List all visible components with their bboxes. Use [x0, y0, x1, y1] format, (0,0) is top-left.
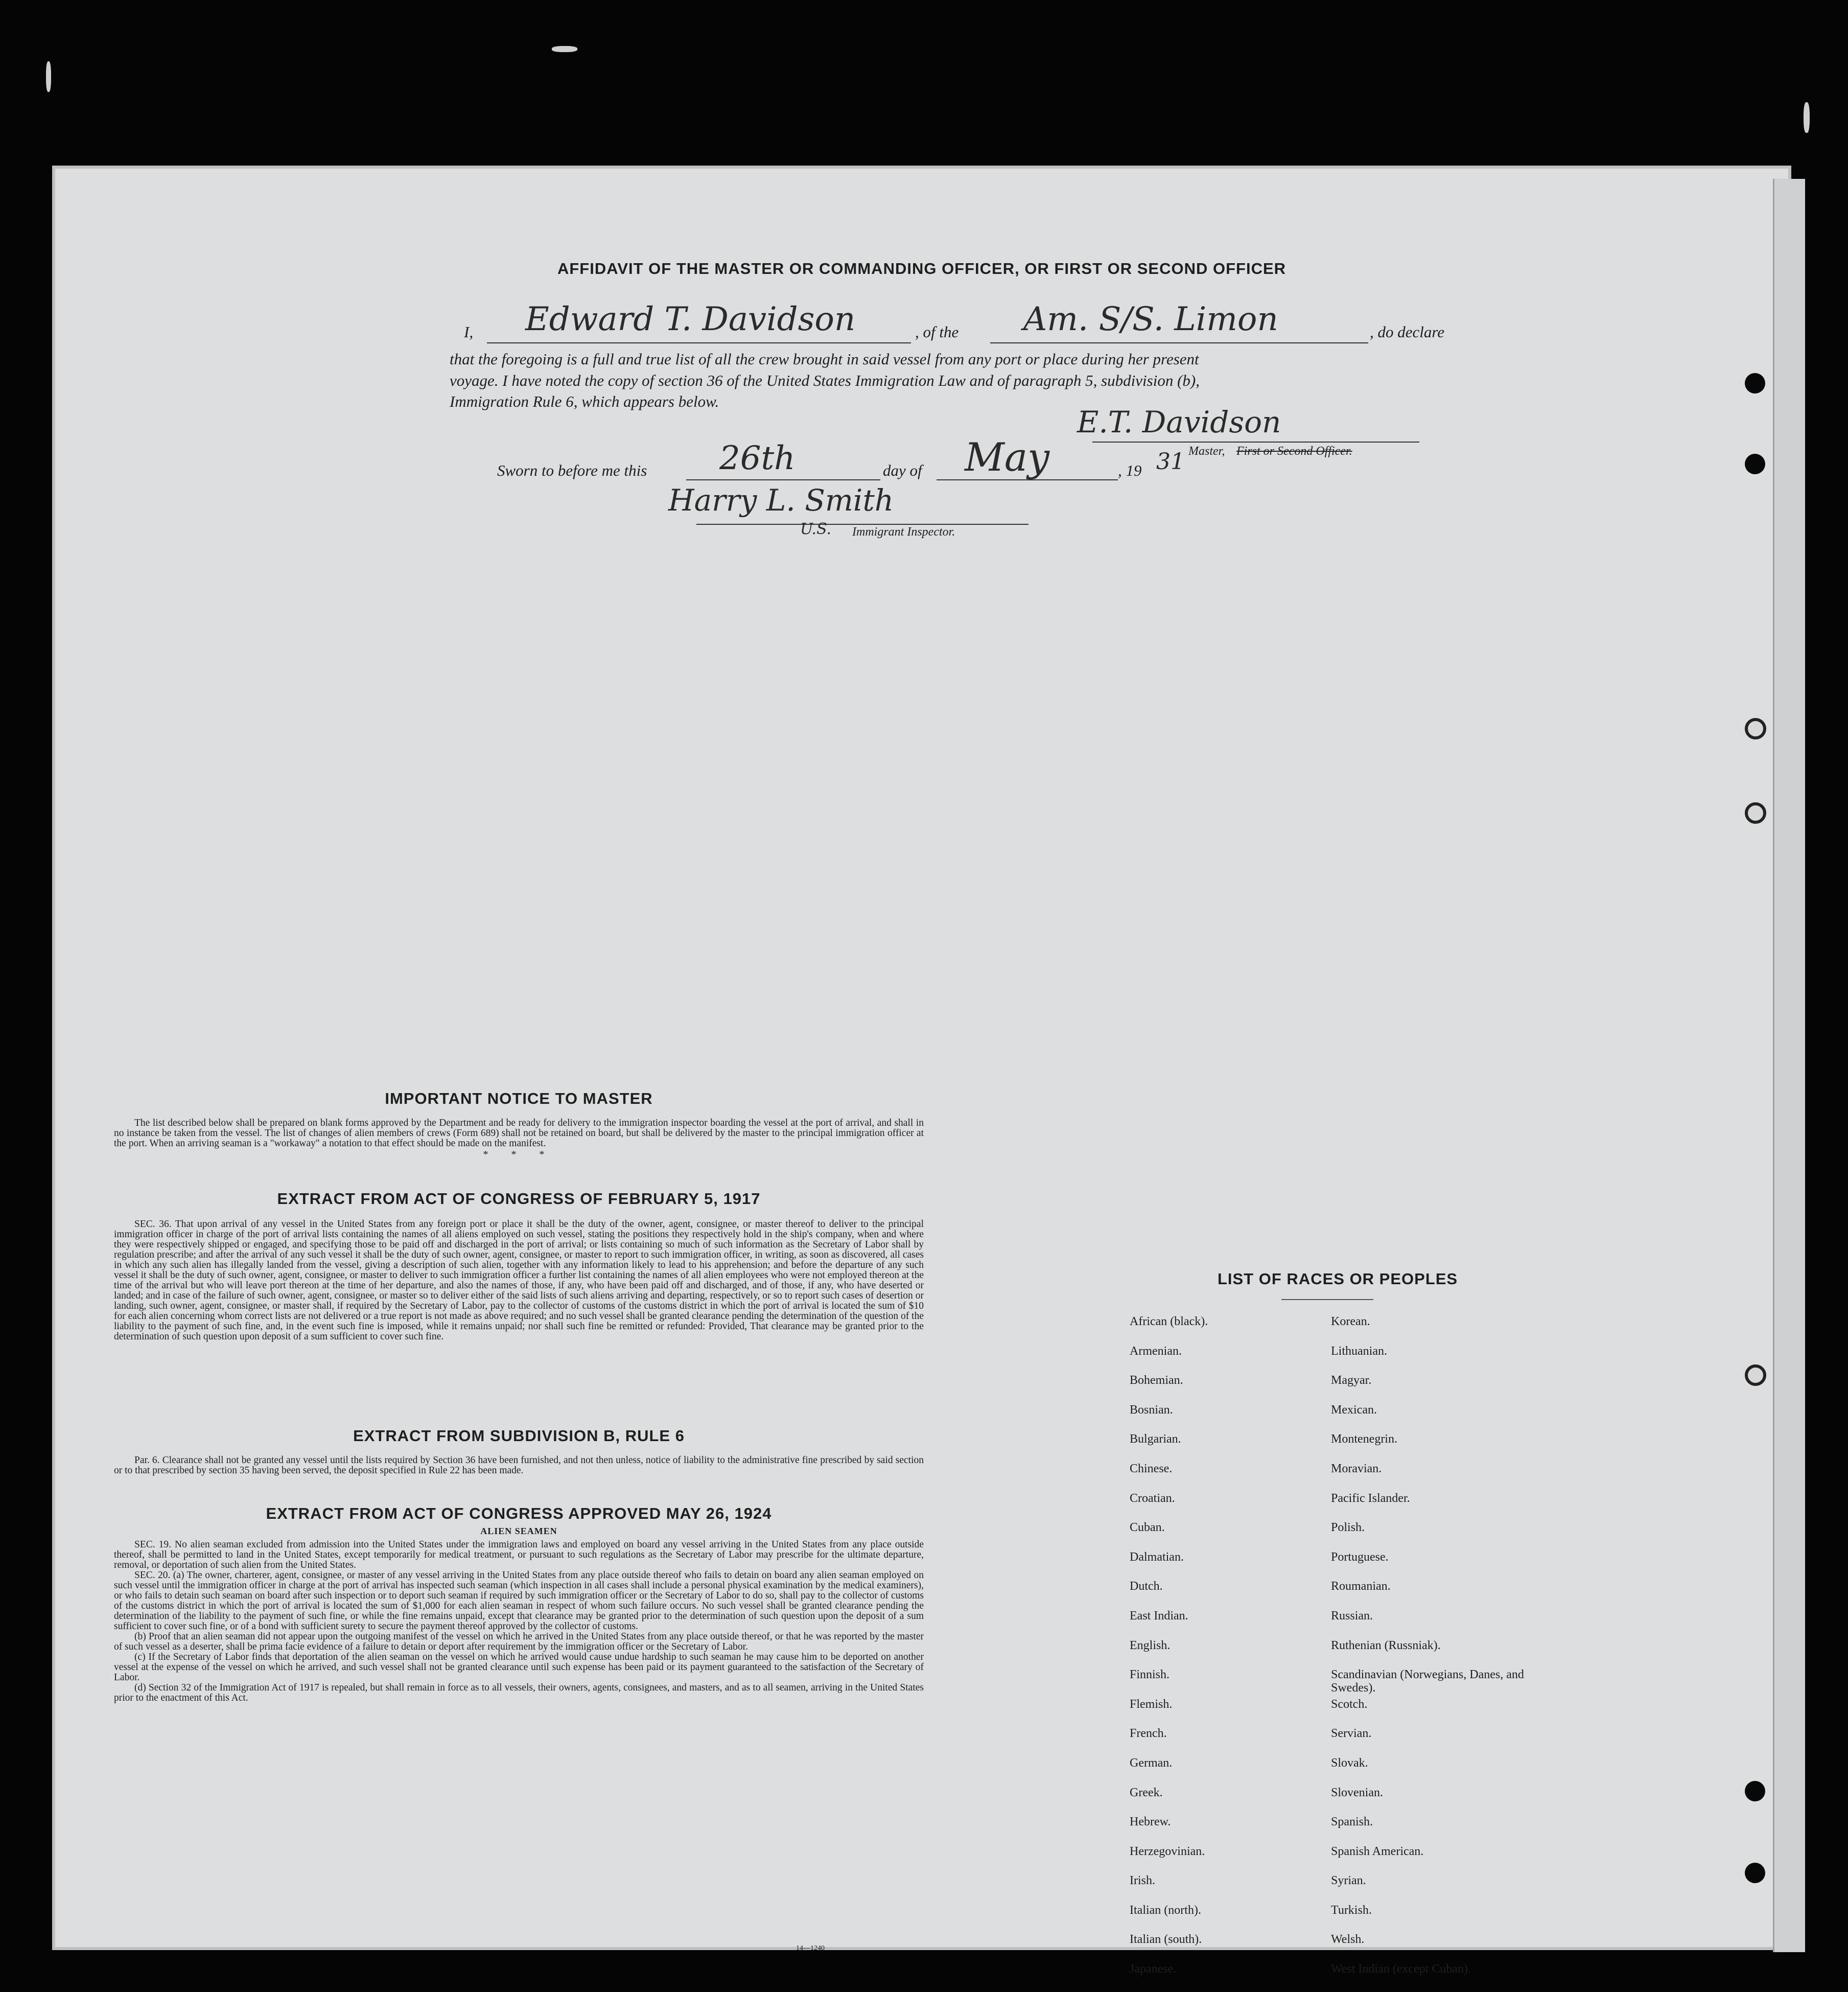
inspector-line: [696, 524, 1028, 525]
extract-rule6-section: [114, 1427, 924, 1476]
race-item: African (black).: [1130, 1315, 1208, 1328]
race-item: Scandinavian (Norwegians, Danes, and Swedes).: [1331, 1668, 1524, 1695]
inspector-signature: Harry L. Smith: [668, 483, 894, 518]
race-item: Welsh.: [1331, 1933, 1365, 1947]
race-item: Spanish.: [1331, 1815, 1373, 1829]
extract-1917-text: SEC. 36. That upon arrival of any vessel in the United States from any foreign port or place it shall be the duty of the owner, agent, consignee, or master thereof to deliver to the principal immigration officer in charge of the port of arrival lists containing the names of all aliens employed on such vessel, stating the positions they respectively hold in the ship's company, when and where they were respectively shipped or engaged, and specifying those to be paid off and discharged in the port of arrival; or lists containing so much of such information as the Secretary of Labor shall by regulation prescribe; and after the arrival of any such vessel it shall be the duty of such owner, agent, consignee, or master to report to such immigration officer, in writing, as soon as discovered, all cases in which any such alien has illegally landed from the vessel, giving a description of such alien, together with any information likely to lead to his apprehension; and before the departure of any such vessel it shall be the duty of such owner, agent, consignee, or master to deliver to such immigration officer a further list containing the names of all alien employees who were not employed thereon at the time of the arrival but who will leave port thereon at the time of her departure, and also the names of those, if any, who have been paid off and discharged, and of those, if any, who have deserted or landed; and in case of the failure of such owner, agent, consignee, or master so to deliver either of the said lists of such aliens arriving and departing, respectively, or so to report such cases of desertion or landing, such owner, agent, consignee, or master shall, if required by the Secretary of Labor, pay to the collector of customs of the customs district in which the port of arrival is located the sum of $10 for each alien concerning whom correct lists are not delivered or a true report is not made as above required; and no such vessel shall be granted clearance pending the determination of the question of the liability to the payment of such fine, and, in the event such fine is imposed, while it remains unpaid; nor shall such fine be remitted or refunded: Provided, That clearance may be granted prior to the determination of such question upon deposit of a sum sufficient to cover such fine.: [114, 1219, 924, 1342]
race-item: Herzegovinian.: [1130, 1844, 1205, 1858]
race-item: East Indian.: [1130, 1609, 1188, 1623]
race-item: Moravian.: [1331, 1462, 1382, 1475]
races-column-1: [1130, 1315, 1344, 1992]
sheet-edge: [1773, 179, 1805, 1952]
race-item: Roumanian.: [1331, 1580, 1391, 1593]
year-suffix: 31: [1156, 449, 1185, 475]
race-item: Slovak.: [1331, 1756, 1368, 1770]
affidavit-line-4: Immigration Rule 6, which appears below.: [450, 392, 719, 410]
vessel-line: [990, 342, 1368, 343]
sworn-month: May: [965, 434, 1050, 480]
extract-1924-p3: (b) Proof that an alien seaman did not appear upon the outgoing manifest of the vessel on which he arrived in the United States from any place outside thereof, or that he was reported by the master of such vessel as a deserter, shall be prima facie evidence of a failure to detain or deport after requirement by the immigration officer or the Secretary of Labor.: [114, 1631, 924, 1652]
sworn-day: 26th: [719, 439, 796, 477]
affidavit-prefix: I,: [464, 323, 474, 341]
race-item: English.: [1130, 1638, 1171, 1652]
scan-speck: [552, 46, 577, 52]
signature-role-struck: First or Second Officer.: [1236, 445, 1352, 458]
signature-line: [1092, 442, 1419, 443]
year-prefix: , 19: [1118, 461, 1142, 479]
master-name-line: [487, 342, 911, 343]
master-signature: E.T. Davidson: [1077, 405, 1281, 439]
race-item: Turkish.: [1331, 1903, 1372, 1917]
affidavit-line-3: voyage. I have noted the copy of section 36 of the United States Immigration Law and of paragraph 5, subdivision (b),: [450, 372, 1200, 389]
race-item: Italian (north).: [1130, 1903, 1201, 1917]
race-item: German.: [1130, 1756, 1173, 1770]
signature-role: Master,: [1188, 445, 1225, 458]
race-item: Bohemian.: [1130, 1374, 1183, 1387]
extract-1917-title: EXTRACT FROM ACT OF CONGRESS OF FEBRUARY 5, 1917: [277, 1190, 761, 1208]
races-column-2: [1331, 1315, 1546, 1992]
race-item: Magyar.: [1331, 1374, 1372, 1387]
race-item: Finnish.: [1130, 1668, 1170, 1682]
race-item: West Indian (except Cuban).: [1331, 1962, 1471, 1976]
race-item: Slovenian.: [1331, 1786, 1383, 1799]
race-item: Greek.: [1130, 1786, 1163, 1799]
race-item: Croatian.: [1130, 1491, 1175, 1505]
sworn-day-line: [686, 479, 880, 480]
do-declare-text: , do declare: [1370, 323, 1445, 341]
race-item: Hebrew.: [1130, 1815, 1171, 1829]
extract-1924-p4: (c) If the Secretary of Labor finds that deportation of the alien seaman on the vessel on which he arrived would cause undue hardship to such seaman he may cause him to be deported on another vessel at the expense of the vessel on which he arrived, and such vessel shall not be granted clearance until such expense has been paid or its payment guaranteed to the satisfaction of the Secretary of Labor.: [114, 1652, 924, 1683]
extract-1924-p2: SEC. 20. (a) The owner, charterer, agent, consignee, or master of any vessel arriving in the United States from any place outside thereof who fails to detain on board any alien seaman employed on such vessel until the immigration officer in charge at the port of arrival has inspected such seaman (which inspection in all cases shall include a personal physical examination by the medical examiners), or who fails to detain such seaman on board after such inspection or to deport such seaman if required by such immigration officer or the Secretary of Labor to do so, shall pay to the collector of customs of the customs district in which the port of arrival is located the sum of $1,000 for each alien seaman in respect of whom such failure occurs. No such vessel shall be granted clearance pending the determination of the liability to the payment of such fine, or while the fine remains unpaid, except that clearance may be granted prior to the determination of such question upon the deposit of a sum sufficient to cover such fine, or of a bond with sufficient surety to secure the payment thereof approved by the collector of customs.: [114, 1570, 924, 1632]
scan-speck: [46, 61, 51, 92]
race-item: Pacific Islander.: [1331, 1491, 1410, 1505]
notice-section: [114, 1090, 924, 1161]
inspector-title: Immigrant Inspector.: [852, 525, 955, 539]
race-item: Dutch.: [1130, 1580, 1163, 1593]
extract-1924-section: [114, 1504, 924, 1703]
day-of-text: day of: [883, 461, 922, 479]
race-item: Syrian.: [1331, 1874, 1366, 1888]
race-item: Japanese.: [1130, 1962, 1177, 1976]
race-item: Armenian.: [1130, 1344, 1182, 1358]
race-item: Lithuanian.: [1331, 1344, 1387, 1358]
form-number: 14—1240: [796, 1944, 825, 1952]
notice-dots: * * *: [483, 1149, 555, 1160]
inspector-prefix: U.S.: [800, 520, 832, 538]
extract-1924-p5: (d) Section 32 of the Immigration Act of 1917 is repealed, but shall remain in force as to all vessels, their owners, agents, consignees, and masters, and as to all seamen, arriving in the United States prior to the enactment of this Act.: [114, 1682, 924, 1703]
race-item: Flemish.: [1130, 1697, 1173, 1711]
extract-rule6-text: Par. 6. Clearance shall not be granted any vessel until the lists required by Section 36 have been furnished, and not then unless, notice of liability to the administrative fine prescribed by said section or to that prescribed by section 35 having been served, the deposit specified in Rule 22 has been made.: [114, 1455, 924, 1476]
affidavit-line-2: that the foregoing is a full and true list of all the crew brought in said vessel from any port or place during her present: [450, 350, 1199, 368]
race-item: Irish.: [1130, 1874, 1155, 1888]
of-the-text: , of the: [915, 323, 959, 341]
race-item: Polish.: [1331, 1521, 1365, 1535]
vessel-name: Am. S/S. Limon: [1023, 300, 1278, 338]
race-item: Servian.: [1331, 1727, 1372, 1741]
extract-1924-p1: SEC. 19. No alien seaman excluded from admission into the United States under the immigration laws and employed on board any vessel arriving in the United States from any place outside thereof, shall be permitted to land in the United States, except temporarily for medical treatment, or pursuant to such regulations as the Secretary of Labor may prescribe for the ultimate departure, removal, or deportation of such alien from the United States.: [114, 1539, 924, 1570]
extract-1924-subtitle: ALIEN SEAMEN: [480, 1526, 557, 1536]
race-item: Chinese.: [1130, 1462, 1173, 1475]
sworn-prefix: Sworn to before me this: [497, 461, 647, 479]
race-item: Spanish American.: [1331, 1844, 1424, 1858]
race-item: Bosnian.: [1130, 1403, 1173, 1417]
race-item: Mexican.: [1331, 1403, 1377, 1417]
scan-speck: [1804, 102, 1810, 133]
race-item: Italian (south).: [1130, 1933, 1202, 1947]
extract-1924-title: EXTRACT FROM ACT OF CONGRESS APPROVED MAY 26, 1924: [266, 1504, 772, 1522]
notice-text: The list described below shall be prepared on blank forms approved by the Department and be ready for delivery to the immigration inspector boarding the vessel at the port of arrival, and shall in no instance be taken from the vessel. The list of changes of alien members of crews (Form 689) shall not be retained on board, but shall be delivered by the master to the principal immigration officer at the port. When an arriving seaman is a "workaway" a notation to that effect should be made on the manifest.: [114, 1118, 924, 1149]
extract-rule6-title: EXTRACT FROM SUBDIVISION B, RULE 6: [353, 1427, 685, 1445]
race-item: Bulgarian.: [1130, 1432, 1181, 1446]
races-title-rule: [1281, 1299, 1373, 1300]
document-sheet: [55, 169, 1788, 1976]
race-item: Portuguese.: [1331, 1550, 1389, 1564]
master-name: Edward T. Davidson: [525, 300, 856, 338]
notice-title: IMPORTANT NOTICE TO MASTER: [385, 1090, 653, 1107]
race-item: Dalmatian.: [1130, 1550, 1184, 1564]
race-item: French.: [1130, 1727, 1167, 1741]
race-item: Scotch.: [1331, 1697, 1368, 1711]
race-item: Montenegrin.: [1331, 1432, 1397, 1446]
sworn-month-line: [937, 479, 1118, 480]
race-item: Ruthenian (Russniak).: [1331, 1638, 1441, 1652]
race-item: Russian.: [1331, 1609, 1373, 1623]
extract-1917-section: [114, 1190, 924, 1342]
affidavit-title: AFFIDAVIT OF THE MASTER OR COMMANDING OFFICER, OR FIRST OR SECOND OFFICER: [557, 260, 1286, 277]
race-item: Korean.: [1331, 1315, 1370, 1328]
races-title: LIST OF RACES OR PEOPLES: [1218, 1270, 1458, 1288]
race-item: Cuban.: [1130, 1521, 1165, 1535]
